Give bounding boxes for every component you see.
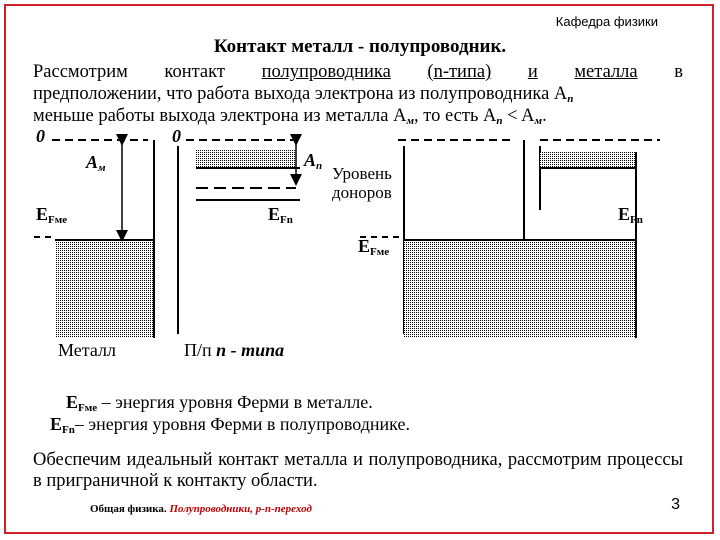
metal-filled-band [55, 240, 153, 338]
label-part: П/п [184, 340, 212, 360]
donor-level-label-1: Уровень [332, 164, 392, 183]
label-part: E [36, 204, 49, 224]
label-part: Fn [630, 214, 643, 226]
intro-line-3-text: < A [502, 106, 535, 126]
subscript: м [406, 115, 415, 127]
intro-line-3-text: , то есть A [414, 106, 497, 126]
footer [90, 503, 312, 515]
intro-word-metal: металла [574, 62, 638, 82]
intro-word-ntype: (n-типа) [427, 62, 492, 82]
metal-caption: Металл [58, 340, 116, 360]
definition-fermi-metal [66, 392, 373, 414]
label-part: E [50, 414, 63, 434]
bottom-paragraph: Обеспечим идеальный контакт металла и полупроводника, рассмотрим процессы в приграничной к контакту области. [33, 450, 683, 491]
definition-fermi-semi [50, 414, 410, 436]
fermi-semi-right-label [618, 204, 643, 226]
semiconductor-caption [184, 340, 284, 361]
donor-level-label-2: доноров [332, 183, 392, 202]
label-part: м [98, 162, 106, 174]
zero-label-mid: 0 [172, 126, 181, 146]
intro-word-semiconductor: полупроводника [261, 62, 391, 82]
intro-word: Рассмотрим [33, 62, 128, 82]
footer-course: Общая физика. [90, 503, 167, 515]
label-part: E [618, 204, 631, 224]
label-part: E [358, 236, 371, 256]
work-function-metal-label [86, 152, 106, 174]
intro-word: в [674, 62, 683, 82]
label-part: E [66, 392, 79, 412]
subscript: n [496, 115, 503, 127]
department-label: Кафедра физики [555, 14, 658, 29]
footer-topic: Полупроводники, p-n-переход [169, 503, 312, 515]
slide-title: Контакт металл - полупроводник. [213, 36, 507, 57]
label-part: Fn [62, 424, 75, 436]
subscript: м [534, 115, 543, 127]
fermi-semi-label [268, 204, 293, 226]
label-part: – энергия уровня Ферми в металле. [97, 392, 373, 412]
fermi-metal-right-label [358, 236, 389, 258]
fermi-metal-label [36, 204, 67, 226]
label-part: A [304, 150, 317, 170]
label-part: E [268, 204, 281, 224]
right-conduction-band [540, 152, 636, 168]
work-function-semi-label [304, 150, 322, 172]
label-part: Fме [48, 214, 68, 226]
label-part: A [86, 152, 99, 172]
label-part: Fме [78, 402, 98, 414]
intro-word: контакт [164, 62, 225, 82]
zero-label-left: 0 [36, 126, 45, 146]
label-part: n [316, 160, 323, 172]
intro-line-3-text: . [542, 106, 547, 126]
label-part: Fме [370, 246, 390, 258]
label-part: – энергия уровня Ферми в полупроводнике. [74, 414, 410, 434]
page-number: 3 [671, 496, 680, 513]
right-filled-band [404, 240, 636, 338]
intro-line-3-text: меньше работы выхода электрона из металла A [33, 106, 407, 126]
label-part: Fn [280, 214, 293, 226]
subscript: n [567, 93, 574, 105]
intro-line-2-text: предположении, что работа выхода электрона из полупроводника A [33, 84, 568, 104]
intro-word: и [527, 62, 538, 82]
label-part: n - типа [216, 340, 285, 360]
conduction-band [196, 150, 296, 168]
